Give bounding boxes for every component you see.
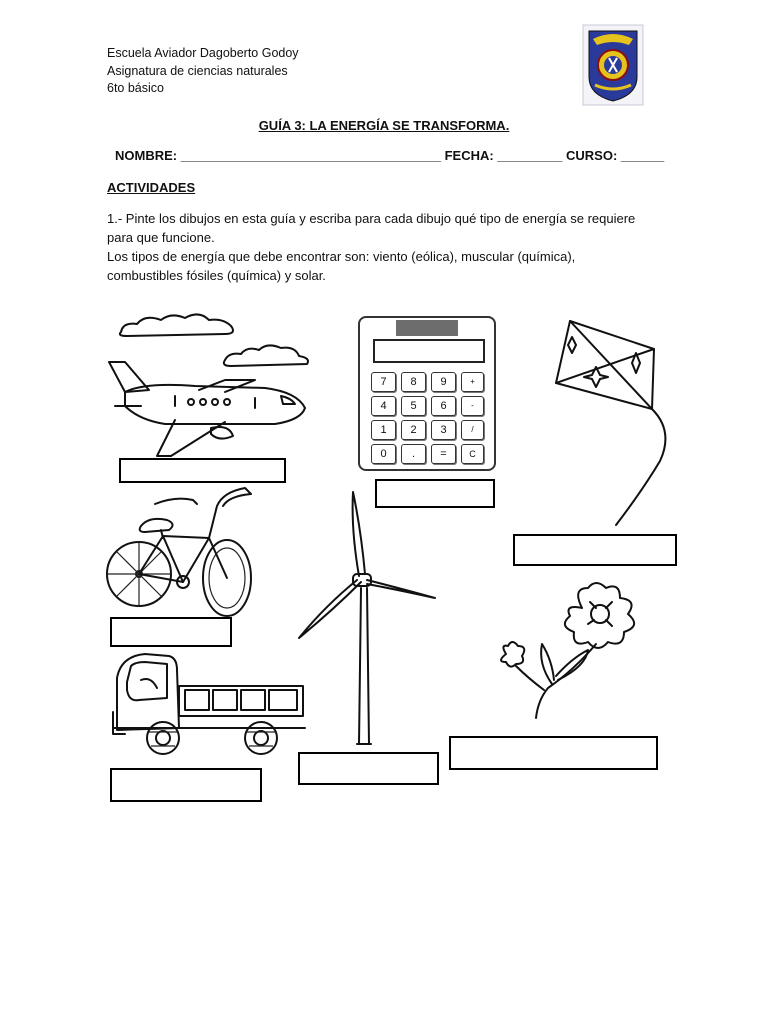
calc-key: C: [461, 444, 484, 464]
calculator-drawing: [358, 316, 496, 471]
calc-key: 1: [371, 420, 396, 440]
answer-box-truck[interactable]: [110, 768, 262, 802]
flower-drawing: [492, 580, 647, 725]
answer-box-flower[interactable]: [449, 736, 658, 770]
calc-key: 4: [371, 396, 396, 416]
school-name: Escuela Aviador Dagoberto Godoy: [107, 46, 299, 60]
calc-key: -: [461, 396, 484, 416]
subject-name: Asignatura de ciencias naturales: [107, 63, 288, 78]
calc-key: 8: [401, 372, 426, 392]
school-header: [107, 45, 299, 98]
instruction-line-4: combustibles fósiles (química) y solar.: [107, 268, 326, 283]
airplane-drawing: [105, 310, 315, 460]
calc-key: 2: [401, 420, 426, 440]
grade-label: 6to básico: [107, 81, 164, 95]
school-crest-logo: [583, 25, 643, 105]
student-fields-line[interactable]: NOMBRE: ____________________________________ FECHA: _________ CURSO: ______: [115, 148, 665, 163]
wind-turbine-drawing: [295, 490, 440, 750]
section-heading: ACTIVIDADES: [107, 180, 196, 195]
calc-key: 7: [371, 372, 396, 392]
solar-panel: [396, 320, 458, 336]
calc-key: +: [461, 372, 484, 392]
calculator-display: [373, 339, 485, 363]
kite-drawing: [550, 315, 675, 530]
calculator-keypad: [371, 372, 484, 464]
bicycle-drawing: [105, 482, 260, 622]
calc-key: 9: [431, 372, 456, 392]
truck-drawing: [105, 650, 310, 760]
calc-key: 5: [401, 396, 426, 416]
answer-box-wind-turbine[interactable]: [298, 752, 439, 785]
answer-box-airplane[interactable]: [119, 458, 286, 483]
calc-key: /: [461, 420, 484, 440]
instructions: [107, 209, 667, 285]
calc-key: .: [401, 444, 426, 464]
instruction-line-1: 1.- Pinte los dibujos en esta guía y escriba para cada dibujo qué tipo de energía se requiere: [107, 211, 636, 226]
instruction-line-2: para que funcione.: [107, 230, 215, 245]
calc-key: =: [431, 444, 456, 464]
answer-box-kite[interactable]: [513, 534, 677, 566]
calc-key: 3: [431, 420, 456, 440]
worksheet-title: GUÍA 3: LA ENERGÍA SE TRANSFORMA.: [258, 118, 510, 133]
calc-key: 6: [431, 396, 456, 416]
calc-key: 0: [371, 444, 396, 464]
instruction-line-3: Los tipos de energía que debe encontrar son: viento (eólica), muscular (química),: [107, 249, 576, 264]
answer-box-bicycle[interactable]: [110, 617, 232, 647]
